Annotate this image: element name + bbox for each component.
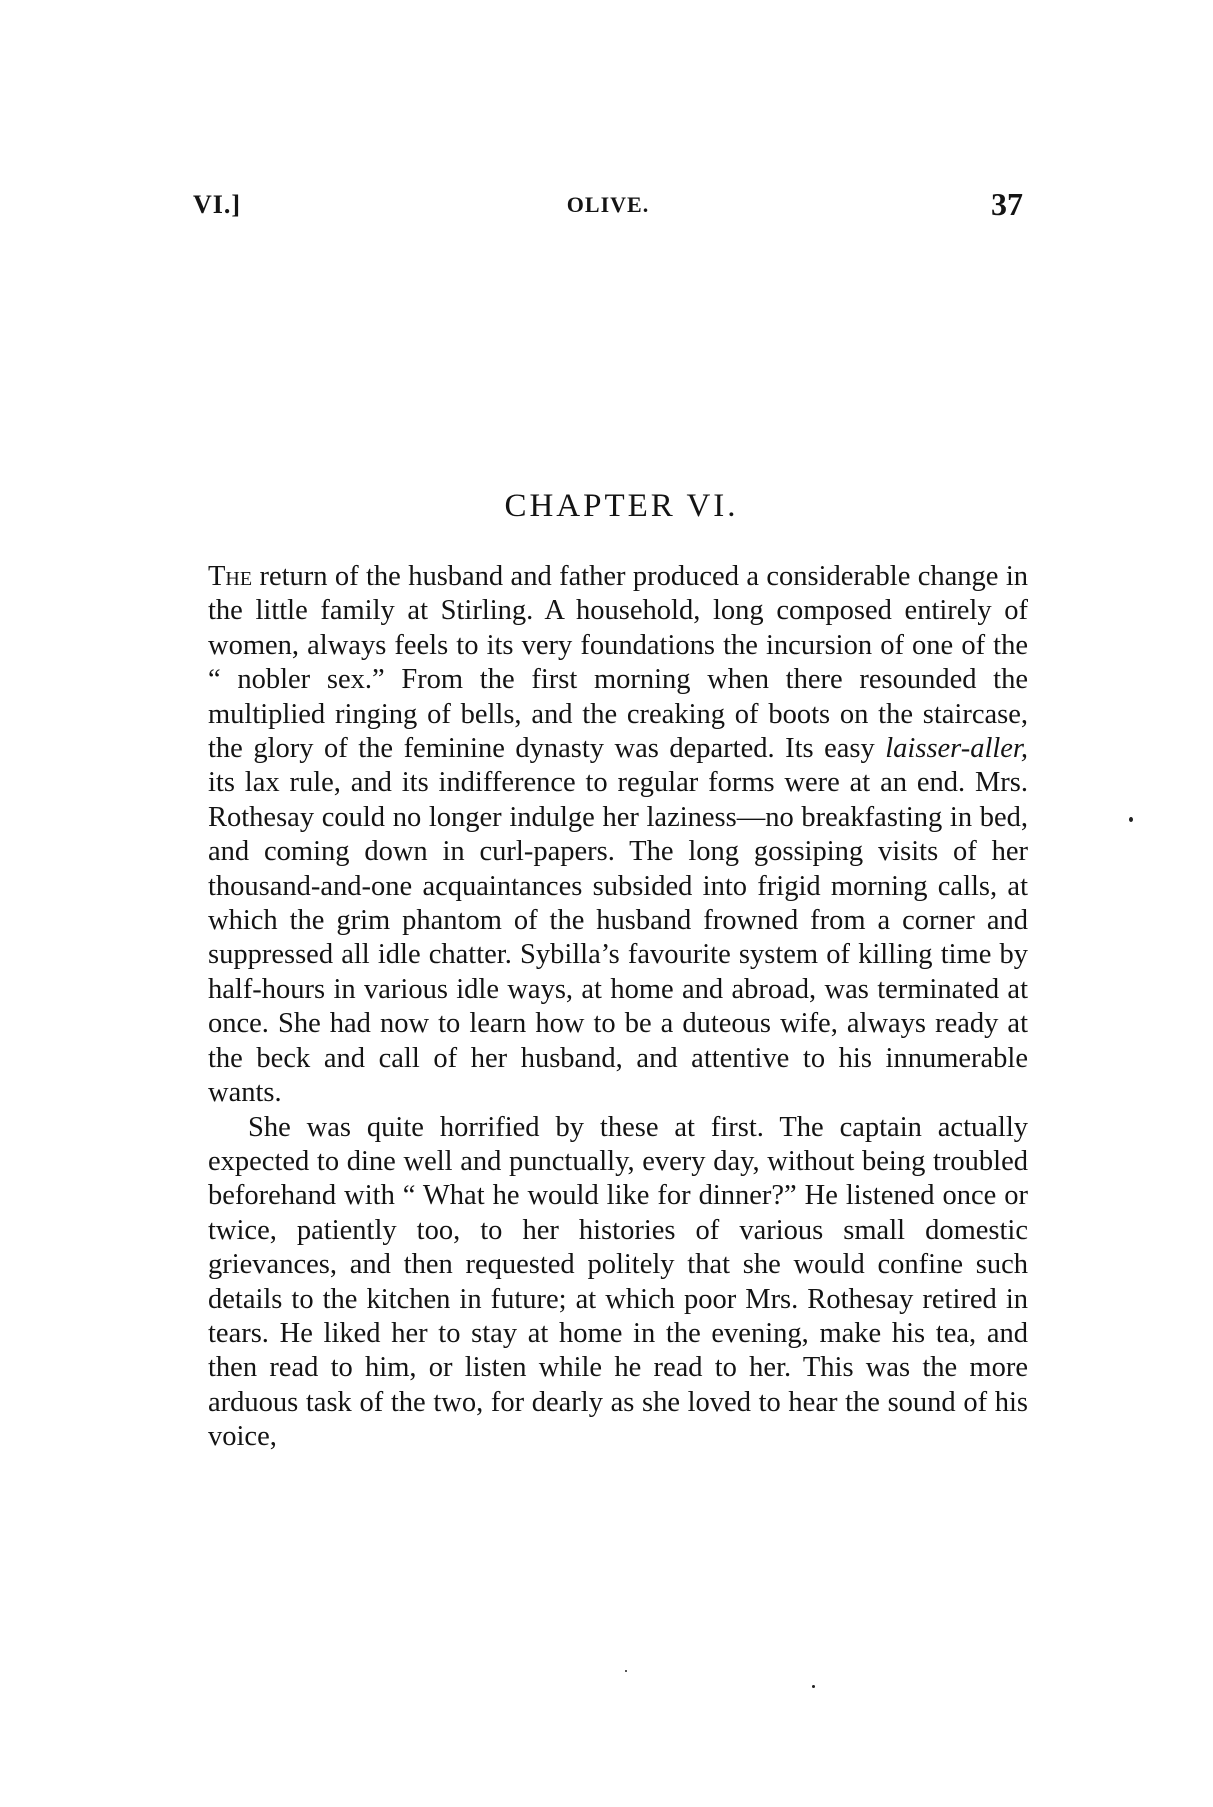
running-title: OLIVE.: [566, 192, 650, 217]
paragraph-1-text-b: its lax rule, and its indifference to regular forms were at an end. Mrs. Rothesay could no longer indulge her laziness—no breakfasting in bed, and coming down in curl-papers. The long gossiping visits of her thousand-and-one acquaintances subsided into frigid morning calls, at which the grim phantom of the husband frowned from a corner and suppressed all idle chatter. Sybilla’s favourite system of killing time by half-hours in various idle ways, at home and abroad, was terminated at once. She had now to learn how to be a duteous wife, always ready at the beck and call of her husband, and attentive to his innumerable wants.: [208, 767, 1028, 1109]
body-text: [208, 560, 1028, 1455]
paragraph-1-italic: laisser-aller,: [885, 733, 1028, 765]
paragraph-2: She was quite horrified by these at first. The captain actually expected to dine well and punctually, every day, without being troubled beforehand with “ What he would like for dinner?” He listened once or twice, patiently too, to her histories of various small domestic grievances, and then requested politely that she would confine such details to the kitchen in future; at which poor Mrs. Rothesay retired in tears. He liked her to stay at home in the evening, make his tea, and then read to him, or listen while he read to her. This was the more arduous task of the two, for dearly as she loved to hear the sound of his voice,: [208, 1111, 1028, 1453]
section-marker: VI.]: [193, 190, 242, 219]
paragraph-lead-word: The: [208, 561, 253, 592]
running-head: [193, 186, 1023, 230]
bottom-speck: [812, 1685, 815, 1688]
bottom-speck: [625, 1670, 627, 1672]
page-number: 37: [991, 186, 1023, 222]
margin-speck: [1129, 817, 1133, 822]
paragraph-1-text-a: return of the husband and father produced a considerable change in the little family at Stirling. A household, long composed entirely of women, always feels to its very foundations the incursion of one of the “ nobler sex.” From the first morning when there resounded the multiplied ringing of bells, and the creaking of boots on the staircase, the glory of the feminine dynasty was departed. Its easy: [208, 561, 1028, 765]
chapter-heading: CHAPTER VI.: [504, 488, 739, 524]
paragraph-1: [208, 560, 1028, 1111]
